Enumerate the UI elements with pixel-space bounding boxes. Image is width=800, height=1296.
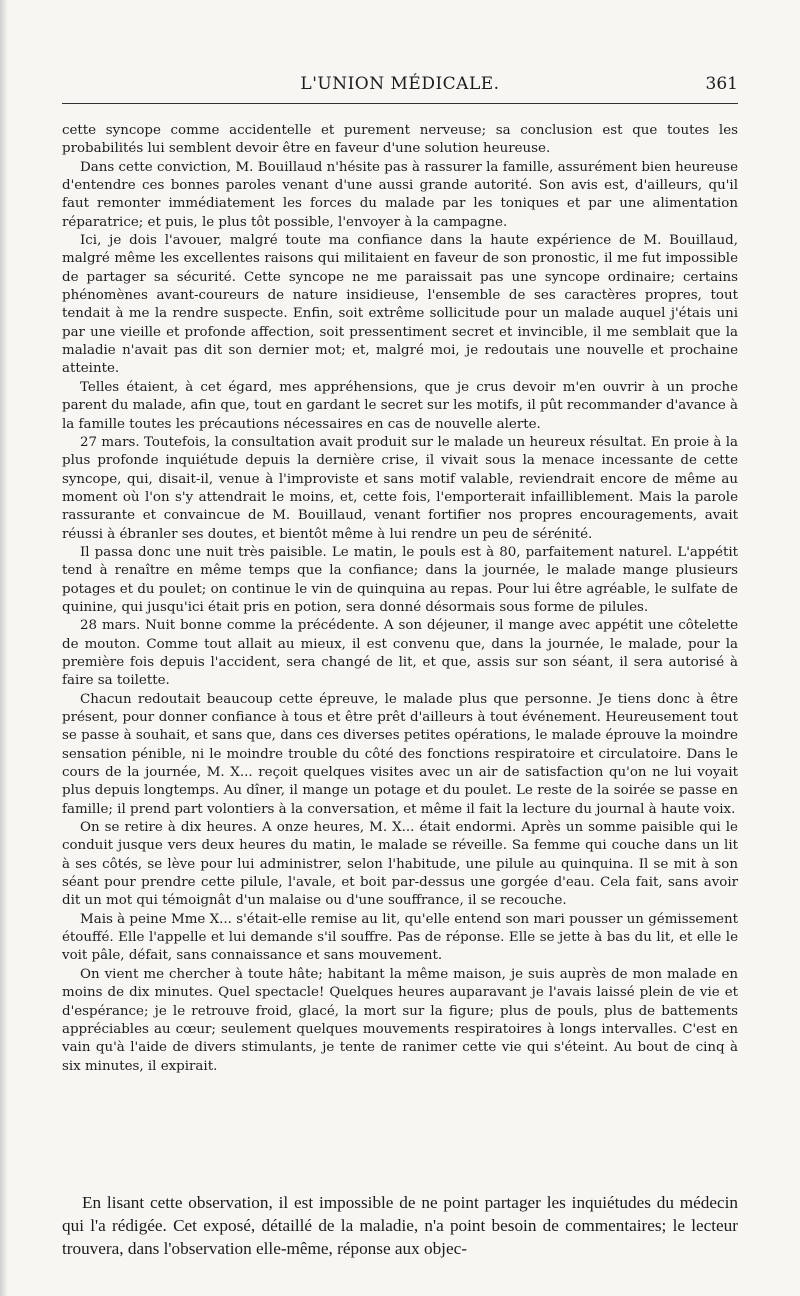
paragraph: Telles étaient, à cet égard, mes appréhensions, que je crus devoir m'en ouvrir à un proche parent du malade, afin que, tout en gardant le secret sur les motifs, il pût recommander d'avance à la famille toutes les précautions nécessaires en cas de nouvelle alerte.	[62, 379, 739, 432]
commentary-section	[62, 1191, 738, 1260]
paragraph: 27 mars. Toutefois, la consultation avait produit sur le malade un heureux résultat. En proie à la plus profonde inquiétude depuis la dernière crise, il vivait sous la menace incessante de cette syncope, qui, disait-il, venue à l'improviste et sans motif valable, reviendrait encore de même au moment où l'on s'y attendrait le moins, et, cette fois, l'emporterait infailliblement. Mais la parole rassurante et convaincue de M. Bouillaud, venant fortifier nos propres encouragements, avait réussi à ébranler ses doutes, et bientôt même à lui rendre un peu de sérénité.	[62, 434, 738, 542]
commentary-paragraph: En lisant cette observation, il est impossible de ne point partager les inquiétudes du médecin qui l'a rédigée. Cet exposé, détaillé de la maladie, n'a point besoin de commentaires; le lecteur trouvera, dans l'observation elle-même, réponse aux objec-	[62, 1193, 738, 1258]
paragraph: On se retire à dix heures. A onze heures, M. X... était endormi. Après un somme paisible qui le conduit jusque vers deux heures du matin, le malade se réveille. Sa femme qui couche dans un lit à ses côtés, se lève pour lui administrer, selon l'habitude, une pilule au quinquina. Il se mit à son séant pour prendre cette pilule, l'avale, et boit par-dessus une gorgée d'eau. Cela fait, sans avoir dit un mot qui témoignât d'un malaise ou d'une souffrance, il se recouche.	[62, 820, 738, 909]
paragraph: Mais à peine Mme X... s'était-elle remise au lit, qu'elle entend son mari pousser un gémissement étouffé. Elle l'appelle et lui demande s'il souffre. Pas de réponse. Elle se jette à bas du lit, et elle le voit pâle, défait, sans connaissance et sans mouvement.	[62, 911, 738, 964]
paragraph: cette syncope comme accidentelle et purement nerveuse; sa conclusion est que toutes les probabilités lui semblent devoir être en faveur d'une solution heureuse.	[62, 123, 738, 157]
paragraph: 28 mars. Nuit bonne comme la précédente. A son déjeuner, il mange avec appétit une côtelette de mouton. Comme tout allait au mieux, il est convenu que, dans la journée, le malade, pour la première fois depuis l'accident, sera changé de lit, et que, assis sur son séant, il sera autorisé à faire sa toilette.	[62, 618, 738, 689]
journal-title: L'UNION MÉDICALE.	[300, 74, 500, 94]
paragraph: Chacun redoutait beaucoup cette épreuve, le malade plus que personne. Je tiens donc à être présent, pour donner confiance à tous et être prêt d'ailleurs à tout événement. Heureusement tout se passe à souhait, et sans que, dans ces diverses petites opérations, le malade éprouve la moindre sensation pénible, ni le moindre trouble du côté des fonctions respiratoire et circulatoire. Dans le cours de la journée, M. X... reçoit quelques visites avec un air de satisfaction qu'on ne lui voyait plus depuis longtemps. Au dîner, il mange un potage et du poulet. Le reste de la soirée se passe en famille; il prend part volontiers à la conversation, et même il fait la lecture du journal à haute voix.	[62, 691, 738, 817]
paragraph: Ici, je dois l'avouer, malgré toute ma confiance dans la haute expérience de M. Bouillaud, malgré même les excellentes raisons qui militaient en faveur de son pronostic, il me fut impossible de partager sa sécurité. Cette syncope ne me paraissait pas une syncope ordinaire; certains phénomènes avant-coureurs de nature insidieuse, l'ensemble de ses caractères propres, tout tendait à me la rendre suspecte. Enfin, soit extrême sollicitude pour un malade auquel j'étais uni par une vieille et profonde affection, soit pressentiment secret et invincible, il me semblait que la maladie n'avait pas dit son dernier mot; et, malgré moi, je redoutais une nouvelle et prochaine atteinte.	[62, 233, 738, 377]
paragraph: On vient me chercher à toute hâte; habitant la même maison, je suis auprès de mon malade en moins de dix minutes. Quel spectacle! Quelques heures auparavant je l'avais laissé plein de vie et d'espérance; je le retrouve froid, glacé, la mort sur la figure; plus de pouls, plus de battements appréciables au cœur; seulement quelques mouvements respiratoires à longs intervalles. C'est en vain qu'à l'aide de divers stimulants, je tente de ranimer cette vie qui s'éteint. Au bout de cinq à six minutes, il expirait.	[62, 966, 738, 1074]
running-header	[62, 74, 738, 98]
page-number: 361	[705, 74, 738, 94]
paragraph: Dans cette conviction, M. Bouillaud n'hésite pas à rassurer la famille, assurément bien heureuse d'entendre ces bonnes paroles venant d'une aussi grande autorité. Son avis est, d'ailleurs, qu'il faut remonter immédiatement les forces du malade par les toniques et par une alimentation réparatrice; et puis, le plus tôt possible, l'envoyer à la campagne.	[62, 159, 738, 230]
page-edge-shadow	[0, 0, 8, 1296]
paragraph: Il passa donc une nuit très paisible. Le matin, le pouls est à 80, parfaitement naturel. L'appétit tend à renaître en même temps que la confiance; dans la journée, le malade mange plusieurs potages et du poulet; on continue le vin de quinquina au repas. Pour lui être agréable, le sulfate de quinine, qui jusqu'ici était pris en potion, sera donné désormais sous forme de pilules.	[62, 544, 738, 615]
article-body	[62, 122, 738, 1076]
header-rule	[62, 103, 738, 104]
